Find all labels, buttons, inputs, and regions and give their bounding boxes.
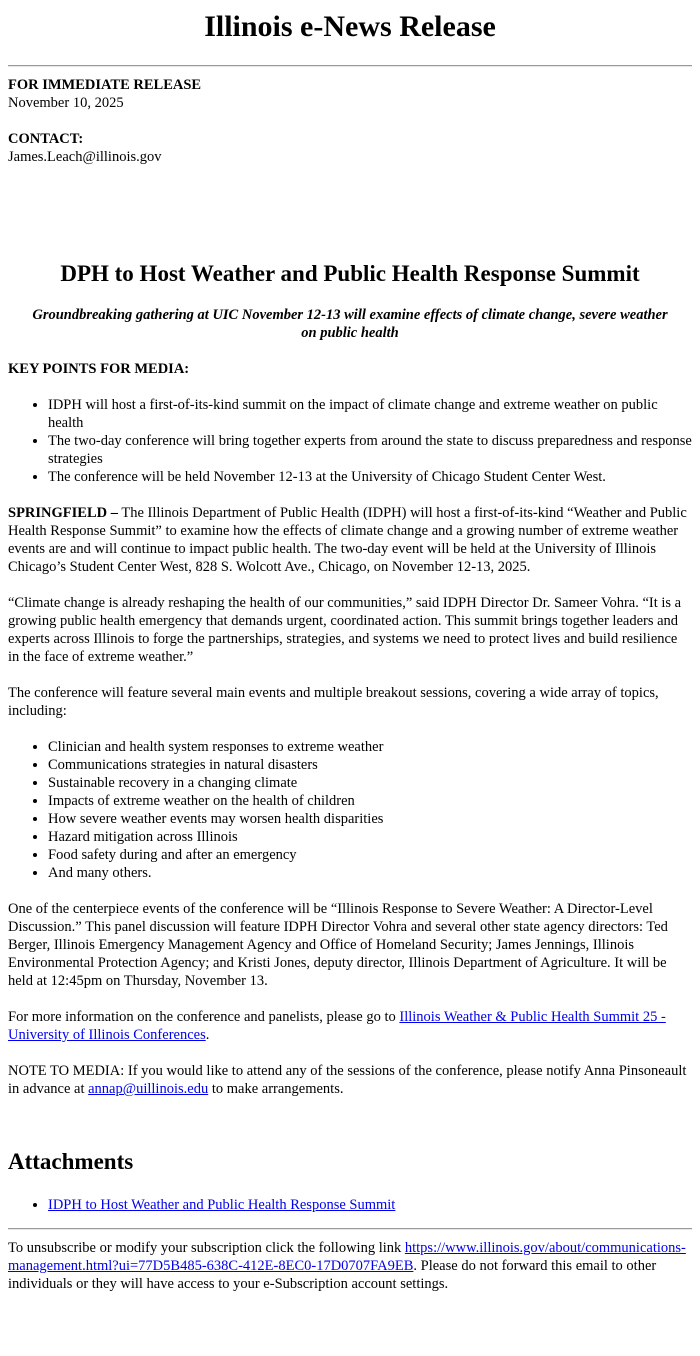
attachments-title: Attachments: [8, 1149, 134, 1174]
key-point-item: • The conference will be held November 12-13 at the University of Chicago Student Center West.: [48, 468, 692, 486]
topic-item: • Communications strategies in natural disasters: [48, 756, 692, 774]
paragraph-quote: “Climate change is already reshaping the health of our communities,” said IDPH Director Dr. Sameer Vohra. “It is a growing public health emergency that demands urgent, coordinated action. This summit brings together leaders and experts across Illinois to forge the partnerships, strategies, and systems we need to protect lives and build resilience in the face of extreme weather.”: [8, 595, 682, 665]
subhead: Groundbreaking gathering at UIC November 12-13 will examine effects of climate change, severe weather on public health: [32, 307, 668, 341]
topic-item: • Food safety during and after an emergency: [48, 846, 692, 864]
release-label: FOR IMMEDIATE RELEASE: [8, 77, 202, 93]
paragraph-media-note: [8, 1062, 692, 1098]
attachment-link[interactable]: IDPH to Host Weather and Public Health Response Summit: [48, 1197, 396, 1213]
topic-item: • Sustainable recovery in a changing climate: [48, 774, 692, 792]
footer-note: . Please do not forward this email to other individuals or they will have access to your e-Subscription account settings.: [8, 1258, 657, 1292]
attachment-item: [48, 1196, 692, 1214]
contact-block: [8, 130, 692, 166]
media-note-end: to make arrangements.: [208, 1081, 344, 1097]
paragraph-intro-text: The Illinois Department of Public Health (IDPH) will host a first-of-its-kind “Weather and Public Health Response Summit” to examine how the effects of climate change and a growing number of extreme weather events are and will continue to impact public health. The two-day event will be held at the University of Illinois Chicago’s Student Center West, 828 S. Wolcott Ave., Chicago, on November 12-13, 2025.: [8, 505, 687, 575]
email-body: [0, 10, 700, 1293]
key-point-item: • IDPH will host a first-of-its-kind summit on the impact of climate change and extreme weather on public health: [48, 396, 692, 432]
contact-email: James.Leach@illinois.gov: [8, 149, 162, 165]
key-points-title: KEY POINTS FOR MEDIA:: [8, 361, 190, 377]
footer-divider: [8, 1228, 692, 1230]
header-divider: [8, 65, 692, 67]
headline: DPH to Host Weather and Public Health Response Summit: [60, 261, 640, 286]
footer-text: To unsubscribe or modify your subscription click the following link: [8, 1240, 405, 1256]
key-points-list: [8, 396, 692, 486]
masthead-title: Illinois e-News Release: [204, 10, 496, 43]
more-info-end: .: [205, 1027, 210, 1043]
paragraph-panel: One of the centerpiece events of the conference will be “Illinois Response to Severe Weather: A Director-Level Discussion.” This panel discussion will feature IDPH Director Vohra and several other state agency directors: Ted Berger, Illinois Emergency Management Agency and Office of Homeland Security; James Jennings, Illinois Environmental Protection Agency; and Kristi Jones, deputy director, Illinois Department of Agriculture. It will be held at 12:45pm on Thursday, November 13.: [8, 901, 668, 989]
topics-list: [8, 738, 692, 882]
conference-link[interactable]: Illinois Weather & Public Health Summit 25 - University of Illinois Conferences: [8, 1009, 666, 1043]
topic-item: • Hazard mitigation across Illinois: [48, 828, 692, 846]
subscription-link[interactable]: https://www.illinois.gov/about/communications-management.html?ui=77D5B485-638C-412E-8EC0-17D0707FA9EB: [8, 1240, 686, 1274]
topic-item: • And many others.: [48, 864, 692, 882]
topic-item: • How severe weather events may worsen health disparities: [48, 810, 692, 828]
key-point-item: • The two-day conference will bring together experts from around the state to discuss preparedness and response strategies: [48, 432, 692, 468]
dateline: SPRINGFIELD –: [8, 505, 118, 521]
more-info-text: For more information on the conference and panelists, please go to: [8, 1009, 400, 1025]
release-block: [8, 76, 692, 112]
paragraph-intro: [8, 504, 692, 576]
paragraph-topics-intro: The conference will feature several main events and multiple breakout sessions, covering a wide array of topics, including:: [8, 685, 659, 719]
topic-item: • Clinician and health system responses to extreme weather: [48, 738, 692, 756]
footer-unsubscribe: [8, 1239, 692, 1293]
paragraph-more-info: [8, 1008, 692, 1044]
topic-item: • Impacts of extreme weather on the health of children: [48, 792, 692, 810]
contact-label: CONTACT:: [8, 131, 84, 147]
release-date: November 10, 2025: [8, 95, 124, 111]
attachments-list: [8, 1196, 692, 1214]
media-email-link[interactable]: annap@uillinois.edu: [88, 1081, 209, 1097]
media-note-text: NOTE TO MEDIA: If you would like to attend any of the sessions of the conference, please notify Anna Pinsoneault in advance at: [8, 1063, 687, 1097]
